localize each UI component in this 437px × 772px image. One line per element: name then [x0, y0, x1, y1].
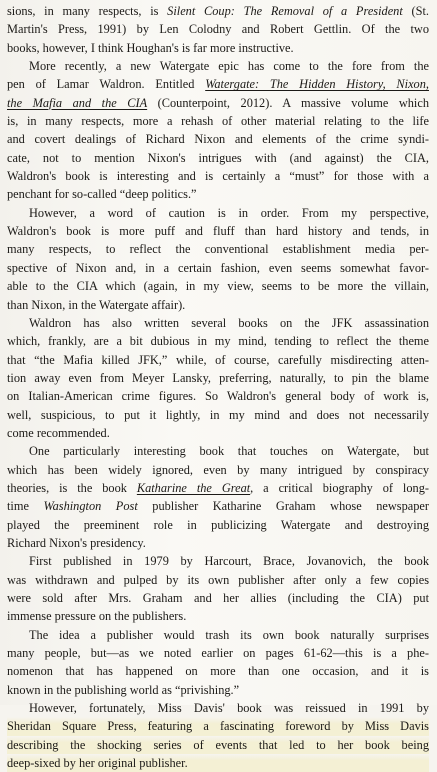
- text-line: [7, 94, 429, 112]
- paragraph: [7, 699, 429, 772]
- text-line: [7, 204, 429, 222]
- text-line: [7, 552, 429, 570]
- text-line: [7, 222, 429, 240]
- text-run: played the preeminent role in publicizing Watergate and destroying: [7, 517, 429, 532]
- text-run: theories, is the book: [7, 480, 137, 495]
- text-line: [7, 314, 429, 332]
- text-run: than Nixon, in the Watergate affair).: [7, 297, 186, 312]
- text-run: (Counterpoint, 2012). A massive volume which: [147, 95, 430, 110]
- text-line: [7, 75, 429, 93]
- text-line: [7, 20, 429, 38]
- text-run: Sheridan Square Press, featuring a fascinating foreword by Miss Davis: [7, 719, 429, 734]
- text-line: [7, 461, 429, 479]
- text-run: that “the Mafia killed JFK,” while, of course, carefully misdirecting atten-: [7, 352, 429, 367]
- text-run: Waldron's book is more puff and fluff than hard history and tends, in: [7, 224, 429, 239]
- text-run: and covert dealings of Richard Nixon and elements of the crime syndi-: [7, 132, 429, 147]
- text-line: [7, 369, 429, 387]
- text-run: describing the shocking series of events that led to her book being: [7, 737, 429, 752]
- text-line: [7, 2, 429, 20]
- text-run: nomenon that has happened on more than one occasion, and it is: [7, 664, 429, 679]
- paragraph: [7, 2, 429, 57]
- text-line: [7, 424, 429, 442]
- paragraph: [7, 204, 429, 314]
- text-run: able to the CIA which (again, in my view, seems to be more the villain,: [7, 279, 429, 294]
- text-line: [7, 497, 429, 515]
- text-run: Martin's Press, 1991) by Len Colodny and Robert Gettlin. Of the two: [7, 22, 429, 37]
- text-line: [7, 699, 429, 717]
- text-line: [7, 736, 429, 754]
- text-line: [7, 387, 429, 405]
- text-run: which, frankly, are a bit dubious in my mind, tending to reflect the theme: [7, 334, 429, 349]
- text-run: Waldron's book is interesting and is certainly a “must” for those with a: [7, 169, 429, 184]
- text-line: [7, 185, 429, 203]
- text-line: [7, 130, 429, 148]
- text-line: [7, 240, 429, 258]
- text-line: [7, 479, 429, 497]
- text-run: Waldron has also written several books on the JFK assassination: [29, 315, 429, 330]
- text-run: sions, in many respects, is: [7, 4, 168, 18]
- text-line: [7, 534, 429, 552]
- paragraph: [7, 314, 429, 442]
- text-run: many respects, to reflect the conventional establishment media per-: [7, 242, 429, 257]
- text-line: [7, 39, 429, 57]
- text-run: come recommended.: [7, 425, 110, 440]
- text-run: is, in many respects, more a rehash of other material relating to the life: [7, 114, 429, 129]
- text-run: First published in 1979 by Harcourt, Brace, Jovanovich, the book: [29, 554, 429, 569]
- text-line: [7, 332, 429, 350]
- text-run: One particularly interesting book that touches on Watergate, but: [29, 444, 429, 459]
- italic-title: Washington Post: [43, 499, 138, 514]
- text-run: Richard Nixon's presidency.: [7, 535, 146, 550]
- text-line: [7, 149, 429, 167]
- text-run: tion away even from Meyer Lansky, preferring, naturally, to pin the blame: [7, 370, 429, 385]
- text-line: [7, 351, 429, 369]
- text-line: [7, 626, 429, 644]
- text-line: [7, 571, 429, 589]
- italic-title: Katharine the Great: [136, 480, 251, 495]
- text-run: on Italian-American crime figures. So Waldron's general body of work is,: [7, 389, 429, 404]
- text-line: [7, 589, 429, 607]
- text-line: [7, 681, 429, 699]
- text-run: many people, but—as we noted earlier on pages 61-62—this is a phe-: [7, 646, 429, 661]
- text-run: The idea a publisher would trash its own book naturally surprises: [29, 627, 429, 642]
- text-run: well, suspicious, to put it lightly, in my mind and does not necessarily: [7, 407, 429, 422]
- text-line: [7, 167, 429, 185]
- text-run: deep-sixed by her original publisher.: [7, 756, 188, 771]
- italic-title: the Mafia and the CIA: [7, 95, 148, 110]
- text-line: [7, 644, 429, 662]
- text-run: immense pressure on the publishers.: [7, 609, 187, 624]
- text-line: [7, 57, 429, 75]
- paragraph: [7, 442, 429, 552]
- text-run: However, a word of caution is in order. From my perspective,: [29, 205, 429, 220]
- text-line: [7, 277, 429, 295]
- text-run: More recently, a new Watergate epic has come to the fore from the: [29, 59, 429, 74]
- text-line: [7, 442, 429, 460]
- text-line: [7, 516, 429, 534]
- text-run: , a critical biography of long-: [250, 480, 429, 495]
- text-run: known in the publishing world as “privishing.”: [7, 682, 240, 697]
- text-line: [7, 662, 429, 680]
- text-line: [7, 717, 429, 735]
- text-line: [7, 112, 429, 130]
- text-run: were sold after Mrs. Graham and her allies (including the CIA) put: [7, 591, 429, 605]
- italic-title: Silent Coup: The Removal of a President: [167, 4, 403, 18]
- text-line: [7, 754, 429, 772]
- text-run: publisher Katharine Graham whose newspaper: [137, 499, 430, 514]
- italic-title: Watergate: The Hidden History, Nixon,: [205, 77, 429, 92]
- paragraph: [7, 57, 429, 204]
- text-line: [7, 296, 429, 314]
- text-run: time: [7, 499, 44, 514]
- paragraph: [7, 626, 429, 699]
- text-run: (St.: [402, 4, 430, 18]
- text-run: penchant for so-called “deep politics.”: [7, 187, 197, 202]
- text-line: [7, 406, 429, 424]
- text-run: which has been widely ignored, even by many intrigued by conspiracy: [7, 462, 429, 477]
- text-run: was withdrawn and pulped by its own publisher after only a few copies: [7, 572, 429, 587]
- text-run: books, however, I think Houghan's is far more instructive.: [7, 40, 294, 55]
- page-body: [7, 2, 429, 772]
- text-run: However, fortunately, Miss Davis' book was reissued in 1991 by: [29, 701, 429, 716]
- paragraph: [7, 552, 429, 625]
- text-line: [7, 259, 429, 277]
- text-run: cate, not to mention Nixon's intrigues with (and against) the CIA,: [7, 150, 429, 165]
- text-run: pen of Lamar Waldron. Entitled: [7, 77, 206, 92]
- text-run: spective of Nixon and, in a certain fashion, even seems somewhat favor-: [7, 260, 429, 275]
- text-line: [7, 607, 429, 625]
